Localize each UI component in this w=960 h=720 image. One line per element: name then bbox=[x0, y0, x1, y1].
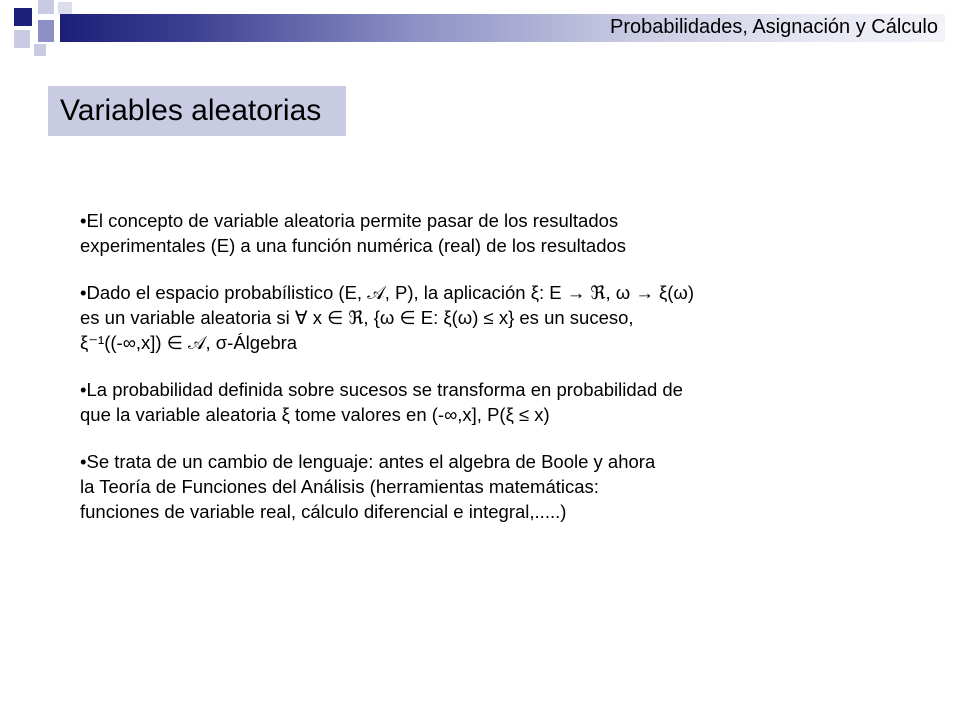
decor-square-light bbox=[58, 2, 72, 14]
decor-square-dark bbox=[14, 8, 32, 26]
decor-square-light bbox=[14, 30, 30, 48]
decor-square-mid bbox=[38, 20, 54, 42]
decor-square-light bbox=[34, 44, 46, 56]
text-line: la Teoría de Funciones del Análisis (herramientas matemáticas: bbox=[80, 476, 599, 497]
text-line: •El concepto de variable aleatoria permite pasar de los resultados bbox=[80, 210, 619, 231]
decor-square-light bbox=[38, 0, 54, 14]
text-line: funciones de variable real, cálculo diferencial e integral,.....) bbox=[80, 501, 567, 522]
text-line: •La probabilidad definida sobre sucesos se transforma en probabilidad de bbox=[80, 379, 683, 400]
slide-body bbox=[80, 208, 940, 546]
paragraph bbox=[80, 449, 940, 524]
slide-title: Variables aleatorias bbox=[60, 94, 322, 127]
text-line: es un variable aleatoria si ∀ x ∈ ℜ, {ω ∈ E: ξ(ω) ≤ x} es un suceso, bbox=[80, 307, 634, 328]
text-line: •Dado el espacio probabílistico (E, 𝒜, P), la aplicación ξ: E → ℜ, ω → ξ(ω) bbox=[80, 282, 695, 303]
text-line: que la variable aleatoria ξ tome valores en (-∞,x], P(ξ ≤ x) bbox=[80, 404, 550, 425]
paragraph bbox=[80, 208, 940, 258]
text-line: •Se trata de un cambio de lenguaje: antes el algebra de Boole y ahora bbox=[80, 451, 656, 472]
text-line: ξ⁻¹((-∞,x]) ∈ 𝒜, σ-Álgebra bbox=[80, 332, 298, 353]
header-title: Probabilidades, Asignación y Cálculo bbox=[610, 16, 938, 38]
paragraph bbox=[80, 377, 940, 427]
paragraph bbox=[80, 280, 940, 355]
text-line: experimentales (E) a una función numérica (real) de los resultados bbox=[80, 235, 627, 256]
